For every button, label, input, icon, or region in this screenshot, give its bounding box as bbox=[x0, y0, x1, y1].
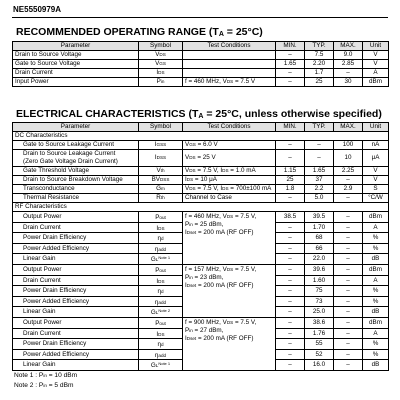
parameter-cell: Thermal Resistance bbox=[13, 194, 139, 203]
conditions-cell bbox=[183, 69, 276, 78]
conditions-cell: IDS = 10 μA bbox=[183, 176, 276, 185]
column-header: Test Conditions bbox=[183, 123, 276, 132]
table-row bbox=[13, 264, 389, 275]
min-cell: – bbox=[276, 222, 305, 233]
typ-cell: 38.6 bbox=[305, 317, 334, 328]
min-cell: – bbox=[276, 296, 305, 307]
typ-cell: 52 bbox=[305, 349, 334, 360]
symbol-cell: VDS bbox=[139, 51, 183, 60]
max-cell: – bbox=[334, 307, 363, 318]
typ-cell: 1.7 bbox=[305, 69, 334, 78]
typ-cell: 1.65 bbox=[305, 167, 334, 176]
parameter-cell: Drain Current bbox=[13, 69, 139, 78]
symbol-cell: ηadd bbox=[139, 243, 183, 254]
min-cell: – bbox=[276, 349, 305, 360]
max-cell: – bbox=[334, 176, 363, 185]
typ-cell: 25.0 bbox=[305, 307, 334, 318]
conditions-cell: Channel to Case bbox=[183, 194, 276, 203]
conditions-cell bbox=[183, 51, 276, 60]
max-cell: – bbox=[334, 296, 363, 307]
max-cell: – bbox=[334, 194, 363, 203]
parameter-cell: Drain to Source Voltage bbox=[13, 51, 139, 60]
column-header: MAX. bbox=[334, 42, 363, 51]
parameter-cell: Drain Current bbox=[13, 275, 139, 286]
parameter-cell: Linear Gain bbox=[13, 307, 139, 318]
symbol-cell: Rth bbox=[139, 194, 183, 203]
symbol-cell: Pout bbox=[139, 264, 183, 275]
column-header: Test Conditions bbox=[183, 42, 276, 51]
max-cell: 100 bbox=[334, 141, 363, 150]
min-cell: – bbox=[276, 254, 305, 265]
parameter-cell: Gate to Source Voltage bbox=[13, 60, 139, 69]
rf-section-label: RF Characteristics bbox=[13, 203, 389, 212]
typ-cell: 25 bbox=[305, 78, 334, 87]
max-cell: – bbox=[334, 212, 363, 223]
electrical-title: ELECTRICAL CHARACTERISTICS ($T_A = 25^\circ C$, unless otherwise specified) bbox=[16, 108, 382, 120]
symbol-cell: ηd bbox=[139, 233, 183, 244]
symbol-cell: ηd bbox=[139, 286, 183, 297]
symbol-cell: Pout bbox=[139, 212, 183, 223]
symbol-cell: IDS bbox=[139, 275, 183, 286]
max-cell: 2.9 bbox=[334, 185, 363, 194]
parameter-cell: Gate to Source Leakage Current bbox=[13, 141, 139, 150]
table-row bbox=[13, 167, 389, 176]
unit-cell: % bbox=[363, 339, 389, 350]
unit-cell: % bbox=[363, 296, 389, 307]
column-header: Unit bbox=[363, 123, 389, 132]
max-cell: – bbox=[334, 275, 363, 286]
symbol-cell: $GL^{Note 1}$ bbox=[139, 360, 183, 371]
parameter-cell: Power Added Efficiency bbox=[13, 296, 139, 307]
min-cell: – bbox=[276, 264, 305, 275]
symbol-cell: VGS bbox=[139, 60, 183, 69]
unit-cell: dBm bbox=[363, 317, 389, 328]
unit-cell: μA bbox=[363, 150, 389, 167]
min-cell: – bbox=[276, 307, 305, 318]
parameter-cell: Input Power bbox=[13, 78, 139, 87]
parameter-cell: Drain Current bbox=[13, 222, 139, 233]
max-cell: 30 bbox=[334, 78, 363, 87]
unit-cell: dB bbox=[363, 307, 389, 318]
conditions-cell: VDS = 7.5 V, IDS = 700±100 mA bbox=[183, 185, 276, 194]
unit-cell: % bbox=[363, 349, 389, 360]
max-cell: 2.25 bbox=[334, 167, 363, 176]
max-cell: – bbox=[334, 360, 363, 371]
symbol-cell: IDS bbox=[139, 69, 183, 78]
max-cell: – bbox=[334, 286, 363, 297]
header-row bbox=[13, 42, 389, 51]
table-row bbox=[13, 194, 389, 203]
recommended-table bbox=[12, 41, 389, 87]
symbol-cell: $GL^{Note 2}$ bbox=[139, 307, 183, 318]
min-cell: 1.15 bbox=[276, 167, 305, 176]
column-header: Parameter bbox=[13, 123, 139, 132]
unit-cell: dB bbox=[363, 254, 389, 265]
typ-cell: 1.60 bbox=[305, 275, 334, 286]
column-header: MIN. bbox=[276, 123, 305, 132]
unit-cell: A bbox=[363, 222, 389, 233]
max-cell: – bbox=[334, 349, 363, 360]
electrical-table bbox=[12, 122, 389, 371]
parameter-cell: Linear Gain bbox=[13, 254, 139, 265]
section-row-dc bbox=[13, 132, 389, 141]
min-cell: – bbox=[276, 141, 305, 150]
rf-conditions-cell: f = 900 MHz, VDS = 7.5 V, Pin = 27 dBm, IDset = 200 mA (RF OFF) bbox=[183, 317, 276, 370]
typ-cell: 55 bbox=[305, 339, 334, 350]
dc-section-label: DC Characteristics bbox=[13, 132, 389, 141]
column-header: Unit bbox=[363, 42, 389, 51]
typ-cell: 22.0 bbox=[305, 254, 334, 265]
column-header: Symbol bbox=[139, 123, 183, 132]
column-header: TYP. bbox=[305, 123, 334, 132]
typ-cell: 16.0 bbox=[305, 360, 334, 371]
parameter-cell: Output Power bbox=[13, 317, 139, 328]
column-header: MAX. bbox=[334, 123, 363, 132]
max-cell: – bbox=[334, 264, 363, 275]
symbol-cell: ηadd bbox=[139, 349, 183, 360]
conditions-cell: VDS = 25 V bbox=[183, 150, 276, 167]
parameter-cell: Drain to Source Leakage Current (Zero Gate Voltage Drain Current) bbox=[13, 150, 139, 167]
max-cell: – bbox=[334, 233, 363, 244]
max-cell: – bbox=[334, 222, 363, 233]
symbol-cell: IDS bbox=[139, 222, 183, 233]
parameter-cell: Power Drain Efficiency bbox=[13, 286, 139, 297]
symbol-cell: ηd bbox=[139, 339, 183, 350]
unit-cell: % bbox=[363, 243, 389, 254]
typ-cell: 39.5 bbox=[305, 212, 334, 223]
min-cell: – bbox=[276, 150, 305, 167]
column-header: TYP. bbox=[305, 42, 334, 51]
section-row-rf bbox=[13, 203, 389, 212]
min-cell: – bbox=[276, 360, 305, 371]
min-cell: – bbox=[276, 275, 305, 286]
typ-cell: – bbox=[305, 141, 334, 150]
table-row bbox=[13, 69, 389, 78]
symbol-cell: Vth bbox=[139, 167, 183, 176]
typ-cell: 37 bbox=[305, 176, 334, 185]
unit-cell: % bbox=[363, 233, 389, 244]
unit-cell: V bbox=[363, 51, 389, 60]
rf-conditions-cell: f = 157 MHz, VDS = 7.5 V, Pin = 23 dBm, IDset = 200 mA (RF OFF) bbox=[183, 264, 276, 317]
parameter-cell: Power Drain Efficiency bbox=[13, 233, 139, 244]
table-row bbox=[13, 141, 389, 150]
symbol-cell: Pout bbox=[139, 317, 183, 328]
table-row bbox=[13, 78, 389, 87]
min-cell: – bbox=[276, 328, 305, 339]
recommended-title: RECOMMENDED OPERATING RANGE $(T_A = 25^\circ C)$ bbox=[16, 26, 263, 38]
typ-cell: 1.76 bbox=[305, 328, 334, 339]
symbol-cell: $GL^{Note 1}$ bbox=[139, 254, 183, 265]
typ-cell: 73 bbox=[305, 296, 334, 307]
symbol-cell: Pin bbox=[139, 78, 183, 87]
typ-cell: 2.2 bbox=[305, 185, 334, 194]
parameter-cell: Drain Current bbox=[13, 328, 139, 339]
min-cell: 1.65 bbox=[276, 60, 305, 69]
table-row bbox=[13, 212, 389, 223]
parameter-cell: Power Added Efficiency bbox=[13, 243, 139, 254]
symbol-cell: IDS bbox=[139, 328, 183, 339]
unit-cell: A bbox=[363, 328, 389, 339]
unit-cell: V bbox=[363, 167, 389, 176]
table-row bbox=[13, 51, 389, 60]
unit-cell: dB bbox=[363, 360, 389, 371]
symbol-cell: IDSS bbox=[139, 150, 183, 167]
header-rule bbox=[12, 17, 388, 18]
conditions-cell bbox=[183, 60, 276, 69]
unit-cell: nA bbox=[363, 141, 389, 150]
table-row bbox=[13, 185, 389, 194]
max-cell: – bbox=[334, 328, 363, 339]
unit-cell: °C/W bbox=[363, 194, 389, 203]
column-header: MIN. bbox=[276, 42, 305, 51]
max-cell: – bbox=[334, 69, 363, 78]
min-cell: – bbox=[276, 51, 305, 60]
max-cell: 2.85 bbox=[334, 60, 363, 69]
symbol-cell: Gm bbox=[139, 185, 183, 194]
note-line: Note 1 : Pin = 10 dBm bbox=[14, 372, 78, 379]
min-cell: – bbox=[276, 233, 305, 244]
typ-cell: 39.6 bbox=[305, 264, 334, 275]
min-cell: – bbox=[276, 78, 305, 87]
conditions-cell: VDS = 7.5 V, IDS = 1.0 mA bbox=[183, 167, 276, 176]
part-number: NE5550979A bbox=[13, 5, 62, 14]
typ-cell: – bbox=[305, 150, 334, 167]
max-cell: – bbox=[334, 254, 363, 265]
typ-cell: 68 bbox=[305, 233, 334, 244]
typ-cell: 75 bbox=[305, 286, 334, 297]
min-cell: 25 bbox=[276, 176, 305, 185]
max-cell: 10 bbox=[334, 150, 363, 167]
notes-block bbox=[14, 371, 77, 390]
parameter-cell: Output Power bbox=[13, 212, 139, 223]
parameter-cell: Transconductance bbox=[13, 185, 139, 194]
conditions-cell: f = 460 MHz, VDS = 7.5 V bbox=[183, 78, 276, 87]
symbol-cell: IGSS bbox=[139, 141, 183, 150]
unit-cell: A bbox=[363, 69, 389, 78]
unit-cell: V bbox=[363, 176, 389, 185]
max-cell: – bbox=[334, 317, 363, 328]
note-line: Note 2 : Pin = 5 dBm bbox=[14, 381, 74, 389]
min-cell: – bbox=[276, 194, 305, 203]
min-cell: – bbox=[276, 339, 305, 350]
typ-cell: 66 bbox=[305, 243, 334, 254]
max-cell: – bbox=[334, 339, 363, 350]
max-cell: – bbox=[334, 243, 363, 254]
min-cell: – bbox=[276, 286, 305, 297]
typ-cell: 2.20 bbox=[305, 60, 334, 69]
unit-cell: V bbox=[363, 60, 389, 69]
min-cell: – bbox=[276, 243, 305, 254]
max-cell: 9.0 bbox=[334, 51, 363, 60]
unit-cell: % bbox=[363, 286, 389, 297]
parameter-cell: Gate Threshold Voltage bbox=[13, 167, 139, 176]
unit-cell: dBm bbox=[363, 212, 389, 223]
table-row bbox=[13, 317, 389, 328]
header-row bbox=[13, 123, 389, 132]
column-header: Parameter bbox=[13, 42, 139, 51]
parameter-cell: Output Power bbox=[13, 264, 139, 275]
min-cell: – bbox=[276, 69, 305, 78]
unit-cell: A bbox=[363, 275, 389, 286]
table-row bbox=[13, 60, 389, 69]
typ-cell: 1.70 bbox=[305, 222, 334, 233]
symbol-cell: ηadd bbox=[139, 296, 183, 307]
table-row bbox=[13, 176, 389, 185]
symbol-cell: BVDSS bbox=[139, 176, 183, 185]
parameter-cell: Power Drain Efficiency bbox=[13, 339, 139, 350]
unit-cell: S bbox=[363, 185, 389, 194]
column-header: Symbol bbox=[139, 42, 183, 51]
table-row bbox=[13, 150, 389, 167]
parameter-cell: Drain to Source Breakdown Voltage bbox=[13, 176, 139, 185]
parameter-cell: Power Added Efficiency bbox=[13, 349, 139, 360]
min-cell: 1.8 bbox=[276, 185, 305, 194]
typ-cell: 7.5 bbox=[305, 51, 334, 60]
min-cell: 38.5 bbox=[276, 212, 305, 223]
parameter-cell: Linear Gain bbox=[13, 360, 139, 371]
unit-cell: dBm bbox=[363, 264, 389, 275]
rf-conditions-cell: f = 460 MHz, VDS = 7.5 V, Pin = 25 dBm, IDset = 200 mA (RF OFF) bbox=[183, 212, 276, 265]
typ-cell: 5.0 bbox=[305, 194, 334, 203]
unit-cell: dBm bbox=[363, 78, 389, 87]
min-cell: – bbox=[276, 317, 305, 328]
conditions-cell: VGS = 6.0 V bbox=[183, 141, 276, 150]
